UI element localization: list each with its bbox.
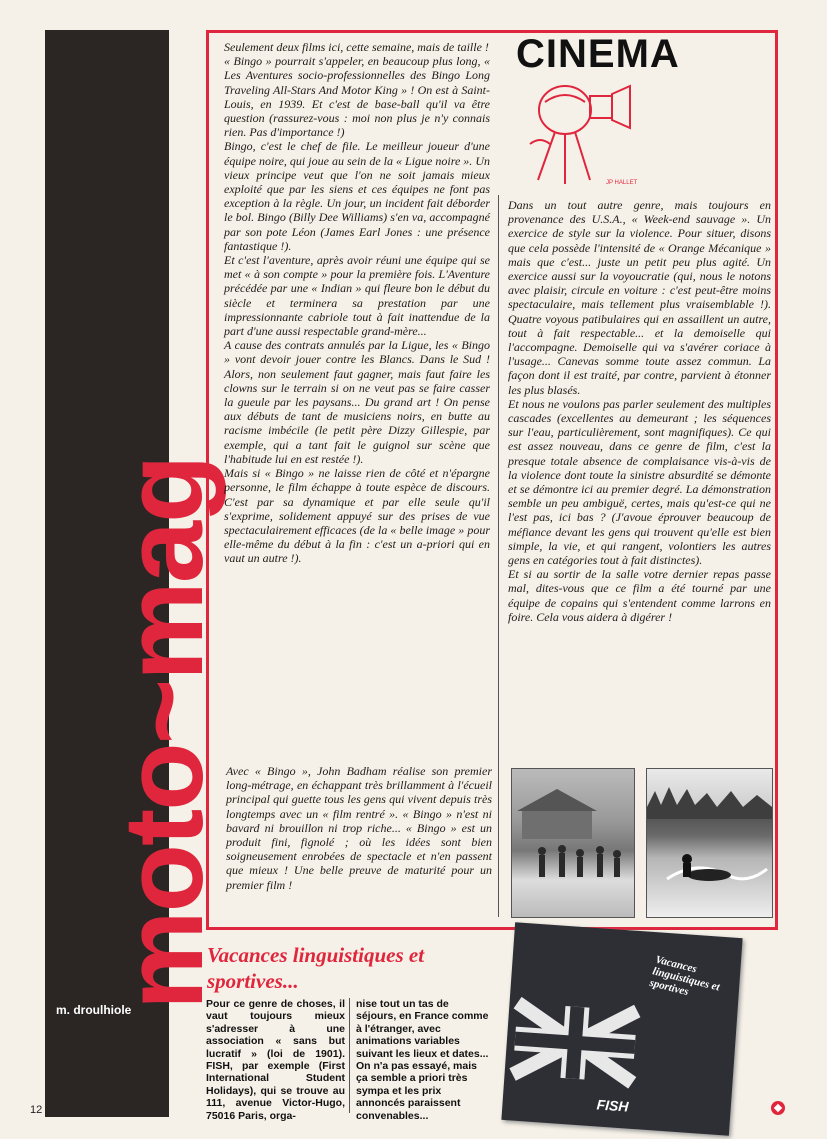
- paragraph: Pour ce genre de choses, il vaut toujours mieux s'adresser à une association « sans but lucratif » (loi de 1901). FISH, par exemple (First International Student Holidays), qui se trouve au 111, avenue Victor-Hugo, 75016 Paris, orga-: [206, 998, 345, 1122]
- film-still-bingo: [511, 768, 635, 918]
- paragraph: Et c'est l'aventure, après avoir réuni une équipe qui se met « à son compte » pour la première fois. L'Aventure précédée par une « Indian » qui fleure bon le début du siècle et terminera sa prestation par une impressionnante cabriole tout à fait inattendue de la part d'une aussi respectable grand-mère...: [224, 253, 490, 339]
- author-byline: m. droulhiole: [56, 1003, 132, 1017]
- union-jack-icon: [513, 1003, 638, 1083]
- column-divider: [349, 998, 350, 1113]
- film-still-weekend-sauvage: [646, 768, 773, 918]
- cinema-heading: CINEMA: [516, 32, 680, 76]
- illustration-signature: JP HALLET: [606, 180, 638, 186]
- vacances-heading: Vacances linguistiques et sportives...: [207, 943, 425, 993]
- camera-illustration: [510, 80, 660, 188]
- fish-logo: FISH: [596, 1096, 630, 1115]
- paragraph: Et si au sortir de la salle votre dernier repas passe mal, dites-vous que ce film a été tourné par une équipe de copains qui s'entendent comme larrons en foire. Cela vous aidera à digérer !: [508, 567, 771, 624]
- paragraph: Seulement deux films ici, cette semaine, mais de taille !: [224, 40, 489, 54]
- column-divider: [498, 195, 499, 917]
- paragraph: A cause des contrats annulés par la Ligue, les « Bingo » vont devoir jouer contre les Blancs. Dans le Sud ! Alors, non seulement faut gagner, mais faut faire les clowns sur le terrain si on ne veut pas se faire casser la gueule par les paysans... Du grand art ! On pense aux débuts de tant de musiciens noirs, en butte au racisme imbécile (le petit père Dizzy Gillespie, par exemple, qui a tant fait le guignol sur scène que l'habitude lui en est restée !).: [224, 338, 490, 466]
- brochure-image: [501, 922, 742, 1135]
- paragraph: Dans un tout autre genre, mais toujours en provenance des U.S.A., « Week-end sauvage ». Un exercice de style sur la violence. Pour situer, disons que cela possède l'intensité de « Orange Mécanique » mais que c'est... juste un petit peu plus agité. Un exercice aussi sur la voyoucratie (qui, nous le notons avec plaisir, circule en voiture : c'est peut-être moins spectaculaire, mais tellement plus vraisemblable !). Quatre voyous patibulaires qui en assaillent un autre, tout à fait respectable... et la demoiselle qui l'accompagne. Demoiselle qui va s'avérer coriace à l'usage... Canevas somme toute assez commun. La façon dont il est traité, par contre, parvient à étonner les plus blasés.: [508, 198, 771, 397]
- vacances-column-2: [356, 998, 490, 1122]
- section-title: moto~mag: [101, 456, 226, 1010]
- paragraph: Bingo, c'est le chef de file. Le meilleur joueur d'une équipe noire, qui joue au sein de la « Ligue noire ». Un vieux principe veut que l'on ne soit jamais mieux exploité que par les siens et ces équipes ne font pas exception à la règle. Un jour, un incident fait déborder le bol. Bingo (Billy Dee Williams) s'en va, accompagné par son pote Léon (James Earl Jones : une présence fantastique !).: [224, 139, 490, 253]
- paragraph: nise tout un tas de séjours, en France comme à l'étranger, avec animations variables suivant les lieux et dates...: [356, 998, 489, 1060]
- cinema-column-left-bottom: [226, 764, 492, 892]
- paragraph: « Bingo » pourrait s'appeler, en beaucoup plus long, « Les Aventures socio-professionnelles des Bingo Long Traveling All-Stars And Motor King » ! On est à Saint-Louis, en 1939. Et c'est de base-ball qu'il va être question (rassurez-vous : moi non plus je n'y connais rien. Pas d'importance !): [224, 54, 490, 140]
- page-number: 12: [30, 1104, 43, 1116]
- brochure-title: Vacances linguistiques et sportives: [648, 953, 721, 999]
- camera-body-icon: [539, 86, 591, 134]
- vacances-column-1: [206, 998, 345, 1122]
- end-mark-icon: [771, 1101, 785, 1115]
- paragraph: Mais si « Bingo » ne laisse rien de côté et n'épargne personne, le film échappe à toute espèce de discours. C'est par sa dynamique et par elle seule qu'il s'exprime, solidement appuyé sur des prises de vue spectaculairement efficaces (de la « belle image » pour elle-même du début à la fin : c'est un a-priori qui en vaut un autre !).: [224, 466, 490, 566]
- paragraph: Avec « Bingo », John Badham réalise son premier long-métrage, en échappant très brillamment à l'écueil principal qui guette tous les gens qui vivent depuis très longtemps avec un « film rentré ». « Bingo » n'est ni bavard ni brouillon ni trop riche... « Bingo » est un produit fini, fignolé ; où les idées sont bien soigneusement enrobées de spectacle et n'en passent que mieux ! Une belle preuve de maturité pour un premier film !: [226, 764, 492, 892]
- paragraph: Et nous ne voulons pas parler seulement des multiples cascades (excellentes au demeurant ; les séquences sur l'eau, particulièrement, sont magnifiques). Ce qui est assez nouveau, dans ce genre de film, c'est la presque totale absence de complaisance vis-à-vis de la violence dont toute la sinistre absurdité se démonte et se démontre ici au premier degré. La démonstration semble un peu ambiguë, certes, mais qu'est-ce qui ne l'est pas, ici bas ? (J'avoue éprouver beaucoup de méfiance devant les gens qui trouvent qu'elle est bien simple, la vie, et qui rangent, volontiers les autres gens en catégories tout à fait distinctes).: [508, 396, 771, 568]
- cinema-column-left: [224, 40, 490, 566]
- paragraph: On n'a pas essayé, mais ça semble a priori très sympa et les prix annoncés paraissent convenables...: [356, 1060, 477, 1122]
- cinema-column-right: [508, 198, 771, 624]
